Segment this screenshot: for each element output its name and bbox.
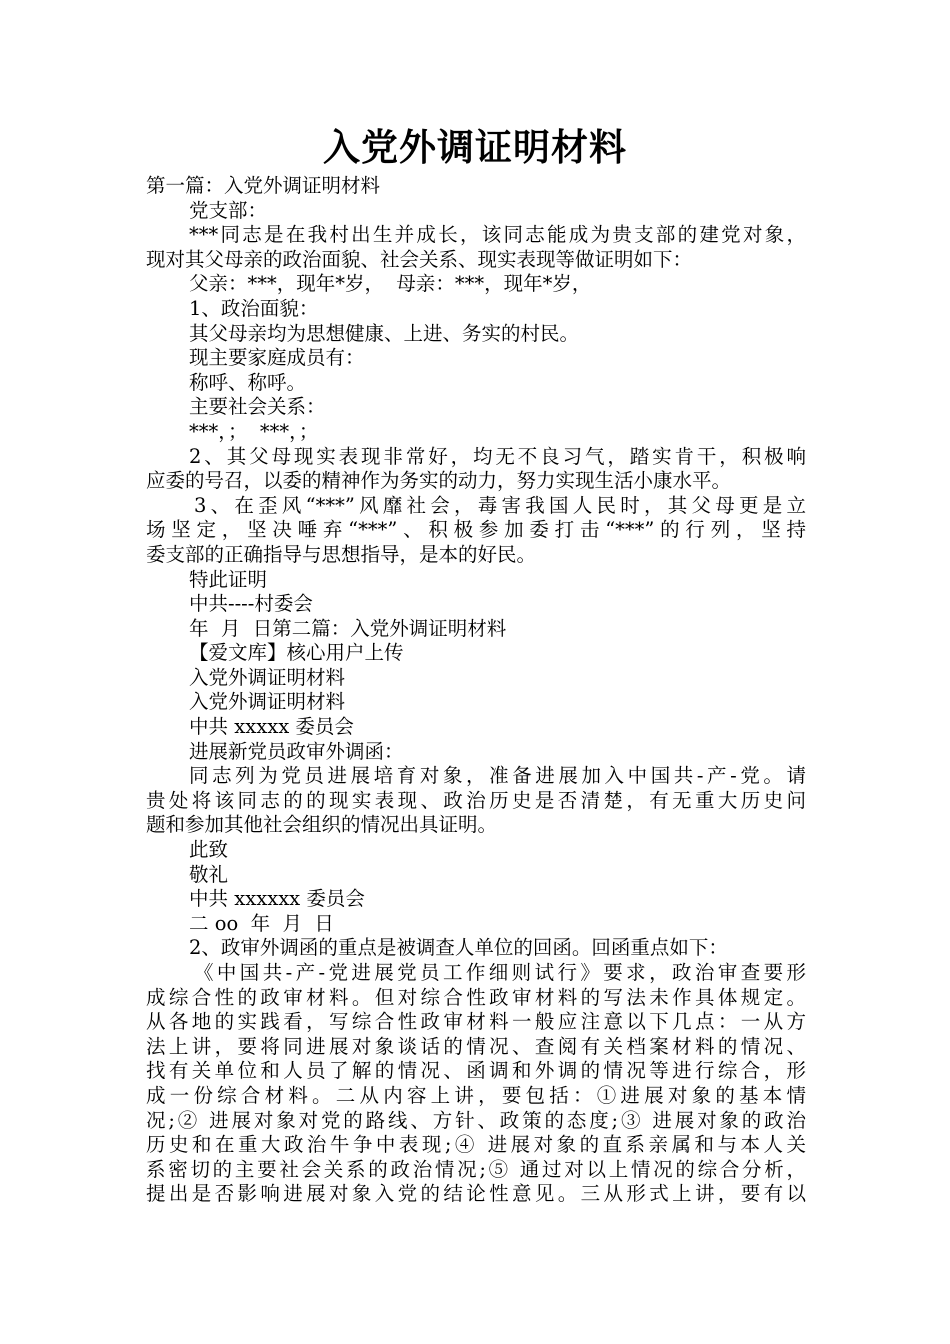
paragraph-line: 主要社会关系： — [189, 395, 326, 419]
paragraph-line: 父亲：***，现年*岁， 母亲：***，现年*岁， — [189, 272, 592, 296]
paragraph-line: 历史和在重大政治牛争中表现;④ 进展对象的直系亲属和与本人关 — [146, 1133, 806, 1157]
paragraph-line: 其父母亲均为思想健康、上进、务实的村民。 — [189, 321, 580, 345]
paragraph-line: 从各地的实践看，写综合性政审材料一般应注意以下几点：一从方 — [146, 1010, 806, 1034]
paragraph-line: 【爱文库】核心用户上传 — [189, 641, 404, 665]
paragraph-line: 进展新党员政审外调函： — [189, 739, 404, 763]
paragraph-line: 应委的号召，以委的精神作为务实的动力，努力实现生活小康水平。 — [146, 469, 732, 493]
paragraph-line: 3、在歪风“***”风靡社会，毒害我国人民时，其父母更是立 — [194, 493, 806, 517]
paragraph-line: 入党外调证明材料 — [189, 690, 346, 714]
paragraph-line: 2、政审外调函的重点是被调查人单位的回函。回函重点如下： — [189, 936, 728, 960]
paragraph-line: 成一份综合材料。二从内容上讲，要包括：①进展对象的基本情 — [146, 1083, 806, 1107]
paragraph-line: 称呼、称呼。 — [189, 370, 307, 394]
signature-org: 中共 xxxxxx 委员会 — [189, 887, 365, 911]
paragraph-line: ***同志是在我村出生并成长，该同志能成为贵支部的建党对象， — [189, 223, 806, 247]
paragraph-line: 《中国共-产-党进展党员工作细则试行》要求，政治审查要形 — [194, 961, 806, 984]
paragraph-line: 同志列为党员进展培育对象，准备进展加入中国共-产-党。请 — [189, 764, 806, 788]
date-line: 年 月 日第二篇：入党外调证明材料 — [189, 616, 507, 640]
signature-org: 中共----村委会 — [189, 592, 313, 616]
paragraph-line: 现主要家庭成员有： — [189, 346, 365, 370]
closing-line: 特此证明 — [189, 567, 268, 591]
heading-part-one: 第一篇：入党外调证明材料 — [146, 174, 381, 197]
paragraph-line: 题和参加其他社会组织的情况出具证明。 — [146, 813, 498, 837]
paragraph-line: 现对其父母亲的政治面貌、社会关系、现实表现等做证明如下： — [146, 247, 693, 271]
paragraph-line: 况;② 进展对象对党的路线、方针、政策的态度;③ 进展对象的政治 — [146, 1108, 806, 1132]
paragraph-line: 入党外调证明材料 — [189, 665, 346, 689]
closing-line: 此致 — [189, 838, 229, 862]
paragraph-line: 2、其父母现实表现非常好，均无不良习气，踏实肯干，积极响 — [189, 444, 806, 468]
paragraph-line: 委支部的正确指导与思想指导，是本的好民。 — [146, 542, 537, 566]
date-line: 二 oo 年 月 日 — [189, 911, 334, 935]
paragraph-line: ***，； ***，； — [189, 419, 319, 443]
paragraph-line: 找有关单位和人员了解的情况、函调和外调的情况等进行综合，形 — [146, 1059, 806, 1083]
section-heading: 1、政治面貌： — [189, 296, 319, 320]
paragraph-line: 成综合性的政审材料。但对综合性政审材料的写法未作具体规定。 — [146, 985, 806, 1009]
document-title: 入党外调证明材料 — [323, 126, 627, 169]
paragraph-line: 贵处将该同志的的现实表现、政治历史是否清楚，有无重大历史问 — [146, 788, 806, 812]
salutation: 党支部： — [189, 198, 268, 222]
closing-line: 敬礼 — [189, 862, 229, 886]
paragraph-line: 法上讲，要将同进展对象谈话的情况、查阅有关档案材料的情况、 — [146, 1034, 806, 1058]
paragraph-line: 系密切的主要社会关系的政治情况;⑤ 通过对以上情况的综合分析， — [146, 1157, 806, 1181]
paragraph-line: 提出是否影响进展对象入党的结论性意见。三从形式上讲，要有以 — [146, 1182, 806, 1206]
document-body — [146, 174, 806, 1207]
paragraph-line: 中共 xxxxx 委员会 — [189, 715, 354, 739]
paragraph-line: 场坚定，坚决唾弃“***”、积极参加委打击“***”的行列，坚持 — [146, 518, 806, 542]
